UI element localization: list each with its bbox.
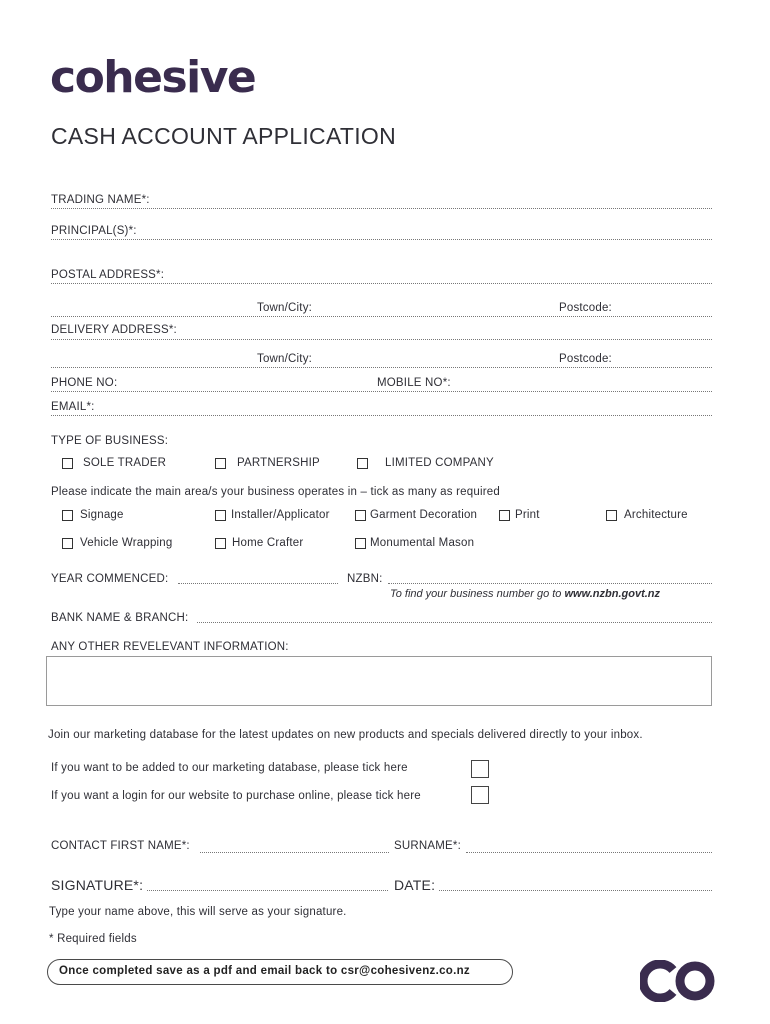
- checkbox-monumental-mason[interactable]: [355, 538, 366, 549]
- email-field[interactable]: [51, 415, 712, 416]
- delivery-town-field[interactable]: [51, 367, 712, 368]
- sole-trader-label: SOLE TRADER: [83, 457, 167, 469]
- checkbox-garment-decoration[interactable]: [355, 510, 366, 521]
- nzbn-note: [390, 588, 660, 600]
- postal-town-label: Town/City:: [257, 302, 313, 314]
- nzbn-field[interactable]: [388, 583, 712, 584]
- brand-logo: cohesive: [50, 52, 256, 103]
- home-crafter-label: Home Crafter: [232, 537, 304, 549]
- nzbn-note-text: To find your business number go to: [390, 588, 562, 600]
- checkbox-sole-trader[interactable]: [62, 458, 73, 469]
- delivery-town-label: Town/City:: [257, 353, 313, 365]
- garment-decoration-label: Garment Decoration: [370, 509, 478, 521]
- monumental-mason-label: Monumental Mason: [370, 537, 475, 549]
- installer-label: Installer/Applicator: [231, 509, 330, 521]
- other-info-textarea[interactable]: [46, 656, 712, 706]
- marketing-intro: Join our marketing database for the latest updates on new products and specials delivered directly to your inbox.: [48, 729, 643, 741]
- checkbox-signage[interactable]: [62, 510, 73, 521]
- postal-town-field[interactable]: [51, 316, 712, 317]
- checkbox-limited-company[interactable]: [357, 458, 368, 469]
- email-label: EMAIL*:: [51, 401, 95, 413]
- checkbox-home-crafter[interactable]: [215, 538, 226, 549]
- nzbn-link[interactable]: www.nzbn.govt.nz: [564, 588, 661, 600]
- date-field[interactable]: [439, 890, 712, 891]
- other-info-label: ANY OTHER REVELEVANT INFORMATION:: [51, 641, 289, 653]
- form-title: CASH ACCOUNT APPLICATION: [51, 123, 397, 149]
- business-type-label: TYPE OF BUSINESS:: [51, 435, 169, 447]
- principals-field[interactable]: [51, 239, 712, 240]
- trading-name-field[interactable]: [51, 208, 712, 209]
- date-label: DATE:: [394, 877, 436, 893]
- signature-field[interactable]: [147, 890, 388, 891]
- delivery-address-field[interactable]: [51, 339, 712, 340]
- postal-postcode-label: Postcode:: [559, 302, 612, 314]
- bank-field[interactable]: [197, 622, 712, 623]
- contact-first-label: CONTACT FIRST NAME*:: [51, 840, 190, 852]
- trading-name-label: TRADING NAME*:: [51, 194, 150, 206]
- phone-label: PHONE NO:: [51, 377, 118, 389]
- signature-label: SIGNATURE*:: [51, 877, 144, 893]
- brand-mark-icon: [640, 960, 718, 1002]
- nzbn-label: NZBN:: [347, 573, 383, 585]
- checkbox-architecture[interactable]: [606, 510, 617, 521]
- bank-label: BANK NAME & BRANCH:: [51, 612, 189, 624]
- checkbox-print[interactable]: [499, 510, 510, 521]
- checkbox-login[interactable]: [471, 786, 489, 804]
- checkbox-marketing[interactable]: [471, 760, 489, 778]
- submit-instructions: Once completed save as a pdf and email back to csr@cohesivenz.co.nz: [47, 959, 513, 985]
- checkbox-vehicle-wrapping[interactable]: [62, 538, 73, 549]
- vehicle-wrapping-label: Vehicle Wrapping: [80, 537, 173, 549]
- print-label: Print: [515, 509, 540, 521]
- delivery-postcode-label: Postcode:: [559, 353, 612, 365]
- marketing-opt-label: If you want to be added to our marketing database, please tick here: [51, 762, 408, 774]
- limited-company-label: LIMITED COMPANY: [385, 457, 494, 469]
- login-opt-label: If you want a login for our website to purchase online, please tick here: [51, 790, 421, 802]
- phone-field[interactable]: [51, 391, 712, 392]
- signature-note: Type your name above, this will serve as your signature.: [49, 906, 347, 918]
- surname-field[interactable]: [466, 852, 712, 853]
- principals-label: PRINCIPAL(S)*:: [51, 225, 137, 237]
- year-commenced-field[interactable]: [178, 583, 338, 584]
- signage-label: Signage: [80, 509, 124, 521]
- checkbox-installer[interactable]: [215, 510, 226, 521]
- mobile-label: MOBILE NO*:: [377, 377, 451, 389]
- architecture-label: Architecture: [624, 509, 688, 521]
- postal-address-field[interactable]: [51, 283, 712, 284]
- postal-address-label: POSTAL ADDRESS*:: [51, 269, 165, 281]
- required-note: * Required fields: [49, 933, 137, 945]
- checkbox-partnership[interactable]: [215, 458, 226, 469]
- areas-prompt: Please indicate the main area/s your business operates in – tick as many as required: [51, 486, 500, 498]
- delivery-address-label: DELIVERY ADDRESS*:: [51, 324, 177, 336]
- year-commenced-label: YEAR COMMENCED:: [51, 573, 169, 585]
- partnership-label: PARTNERSHIP: [237, 457, 320, 469]
- surname-label: SURNAME*:: [394, 840, 461, 852]
- contact-first-field[interactable]: [200, 852, 389, 853]
